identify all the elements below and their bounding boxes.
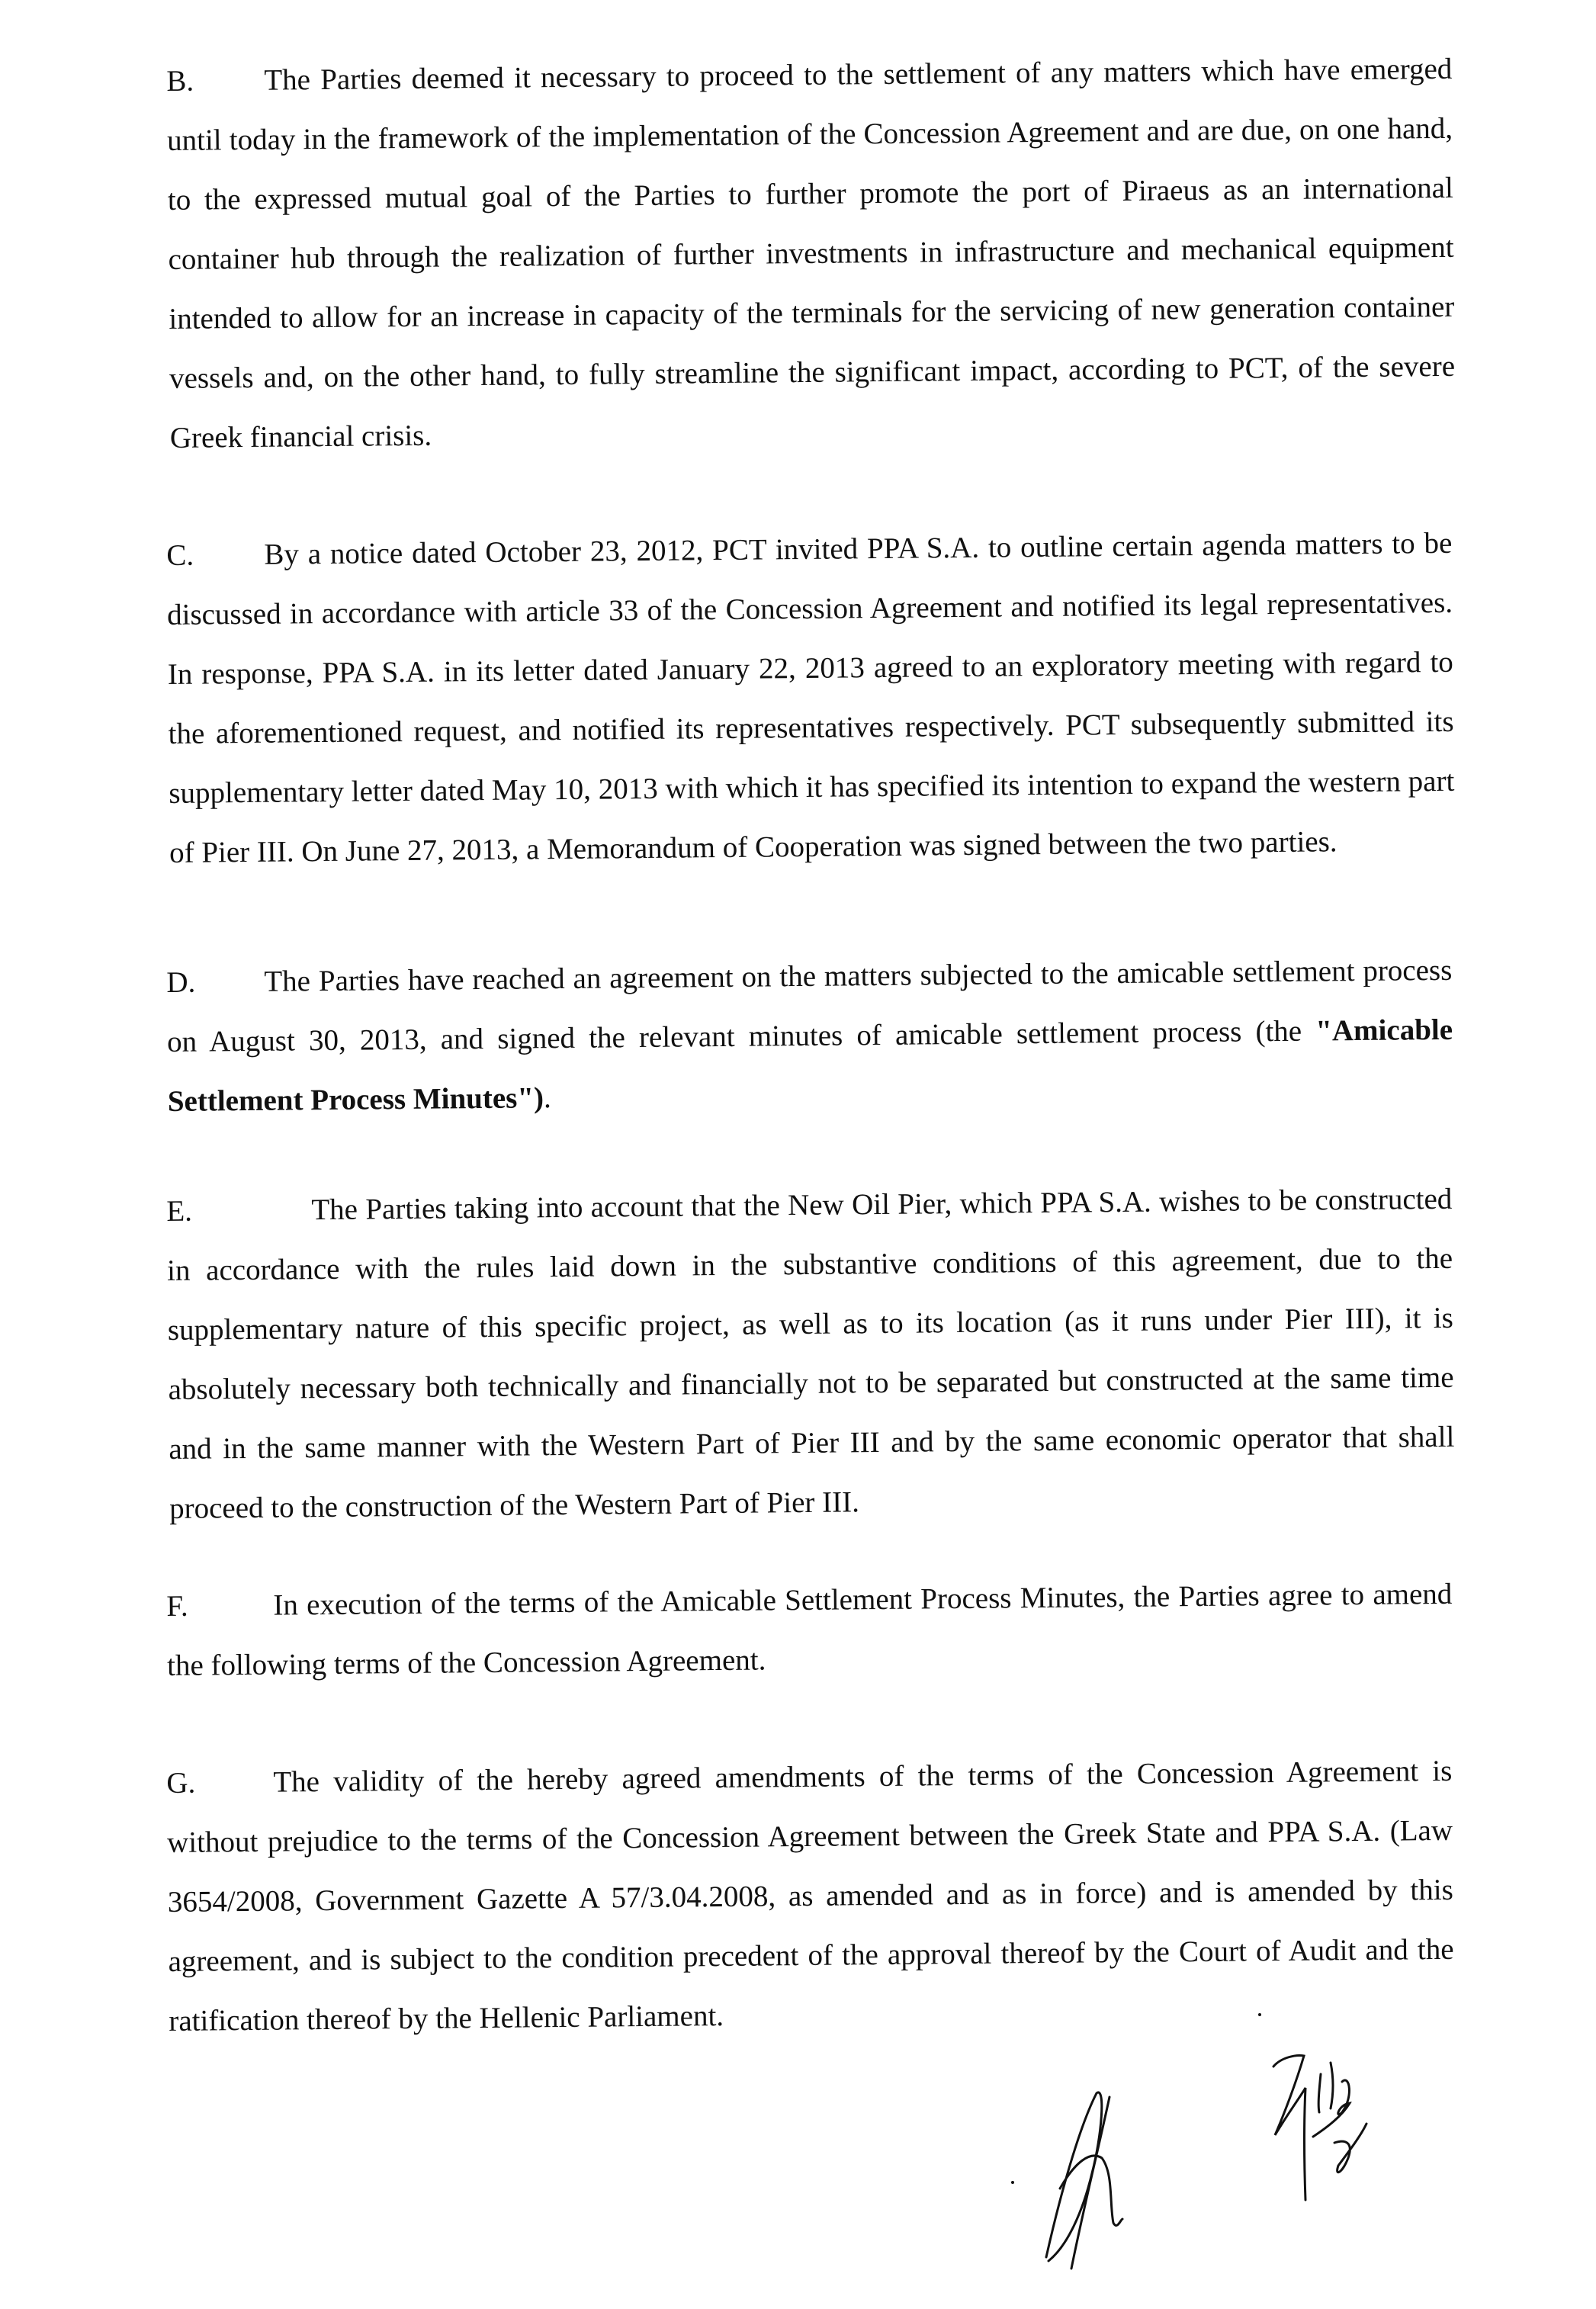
paragraph-letter: G. — [166, 1766, 196, 1800]
paragraph-e — [166, 1170, 1455, 1539]
paragraph-text: In execution of the terms of the Amicable Settlement Process Minutes, the Parties agree to amend the following terms of the Concession Agreement. — [166, 1577, 1453, 1682]
defined-term: "Amicable Settlement Process Minutes") — [167, 1013, 1453, 1118]
paragraph-letter: D. — [166, 965, 196, 999]
paragraph-text: The Parties taking into account that the New Oil Pier, which PPA S.A. wishes to be constructed in accordance with the rules laid down in the substantive conditions of this agreement, due to the supplementary nature of this specific project, as well as to its location (as it runs under Pier III), it is absolutely necessary both technically and financially not to be separated but constructed at the same time and in the same manner with the Western Part of Pier III and by the same economic operator that shall proceed to the construction of the Western Part of Pier III. — [166, 1182, 1455, 1525]
stray-mark — [1011, 2181, 1014, 2184]
paragraph-text: By a notice dated October 23, 2012, PCT invited PPA S.A. to outline certain agenda matters to be discussed in accordance with article 33 of the Concession Agreement and notified its legal representatives. In response, PPA S.A. in its letter dated January 22, 2013 agreed to an exploratory meeting with regard to the aforementioned request, and notified its representatives respectively. PCT subsequently submitted its supplementary letter dated May 10, 2013 with which it has specified its intention to expand the western part of Pier III. On June 27, 2013, a Memorandum of Cooperation was signed between the two parties. — [166, 526, 1455, 869]
paragraph-c — [166, 514, 1455, 883]
paragraph-letter: B. — [166, 64, 194, 98]
paragraph-letter: E. — [166, 1194, 193, 1228]
handwritten-signature-icon — [1266, 2051, 1395, 2219]
stray-mark — [1258, 2013, 1261, 2016]
paragraph-letter: C. — [166, 538, 194, 572]
paragraph-b — [166, 40, 1456, 468]
paragraph-text: The Parties have reached an agreement on the matters subjected to the amicable settlement process on August 30, 2013, and signed the relevant minutes of amicable settlement process (the — [166, 953, 1453, 1058]
paragraph-f — [166, 1565, 1453, 1696]
paragraph-text: The Parties deemed it necessary to proceed to the settlement of any matters which have emerged until today in the framework of the implementation of the Concession Agreement and are due, on one hand, to the expressed mutual goal of the Parties to further promote the port of Piraeus as an international container hub through the realization of further investments in infrastructure and mechanical equipment intended to allow for an increase in capacity of the terminals for the servicing of new generation container vessels and, on the other hand, to fully streamline the significant impact, according to PCT, of the severe Greek financial crisis. — [166, 52, 1456, 454]
paragraph-letter: F. — [166, 1589, 188, 1623]
paragraph-g — [166, 1742, 1455, 2051]
paragraph-text: The validity of the hereby agreed amendments of the terms of the Concession Agreement is without prejudice to the terms of the Concession Agreement between the Greek State and PPA S.A. (Law 3654/2008, Government Gazette A 57/3.04.2008, as amended and as in force) and is amended by this agreement, and is subject to the condition precedent of the approval thereof by the Court of Audit and the ratification thereof by the Hellenic Parliament. — [166, 1754, 1454, 2038]
paragraph-text-end: . — [543, 1081, 551, 1115]
paragraph-d — [166, 941, 1453, 1132]
handwritten-signature-icon — [1037, 2082, 1174, 2272]
